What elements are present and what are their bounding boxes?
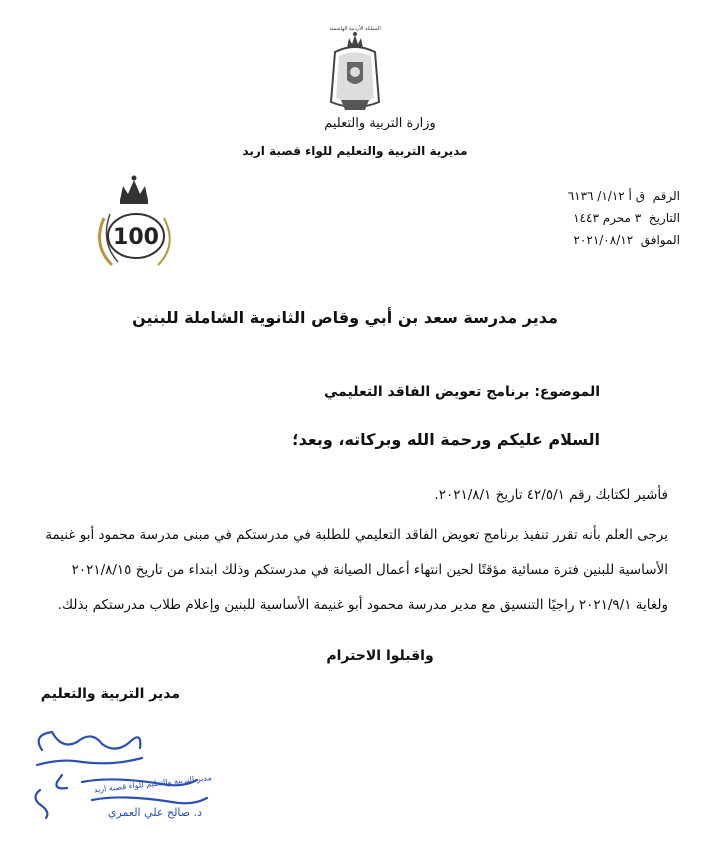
subject-label: الموضوع: [534,384,600,400]
reference-number: الرقم ق أ ١/١٢/ ٦١٣٦ [567,189,680,203]
subject-line [150,384,600,400]
hijri-date: التاريخ ٣ محرم ١٤٤٣ [573,211,680,225]
coat-of-arms-emblem [325,22,385,122]
body-paragraph-line-2: الأساسية للبنين فترة مسائية مؤقتًا لحين انتهاء أعمال الصيانة في مدرستكم وذلك ابتداء من تاريخ ٢٠٢١/٨/١٥ [71,562,668,578]
centenary-100-logo [82,170,192,275]
handwritten-signature [22,720,222,825]
signer-title: مدير التربية والتعليم [40,686,180,702]
signature-name: د. صالح علي العمري [107,806,202,819]
closing: واقبلوا الاحترام [326,648,434,664]
centenary-number: 100 [113,225,159,250]
directorate-name: مديرية التربية والتعليم للواء قصبة اربد [242,144,468,158]
greeting: السلام عليكم ورحمة الله وبركاته، وبعد؛ [292,430,600,449]
subject-text: برنامج تعويض الفاقد التعليمي [323,384,530,400]
gregorian-date: الموافق ٢٠٢١/٠٨/١٢ [573,233,680,247]
body-paragraph-line-3: ولغاية ٢٠٢١/٩/١ راجيًا التنسيق مع مدير مدرسة محمود أبو غنيمة الأساسية للبنين وإعلام طلاب مدرستكم بذلك. [57,597,668,613]
reference-line: فأشير لكتابك رقم ٤٢/٥/١ تاريخ ٢٠٢١/٨/١. [434,487,668,503]
ministry-name: وزارة التربية والتعليم [324,116,436,131]
recipient: مدير مدرسة سعد بن أبي وقاص الثانوية الشاملة للبنين [132,308,558,327]
body-paragraph-line-1: يرجى العلم بأنه تقرر تنفيذ برنامج تعويض الفاقد التعليمي للطلبة في مدرستكم في مبنى مدرسة محمود أبو غنيمة [45,527,668,543]
signature-stamp-line: مدير التربية والتعليم للواء قصبة اربد [93,773,213,795]
svg-text:المملكة الأردنية الهاشمية: المملكة الأردنية الهاشمية [329,26,381,32]
